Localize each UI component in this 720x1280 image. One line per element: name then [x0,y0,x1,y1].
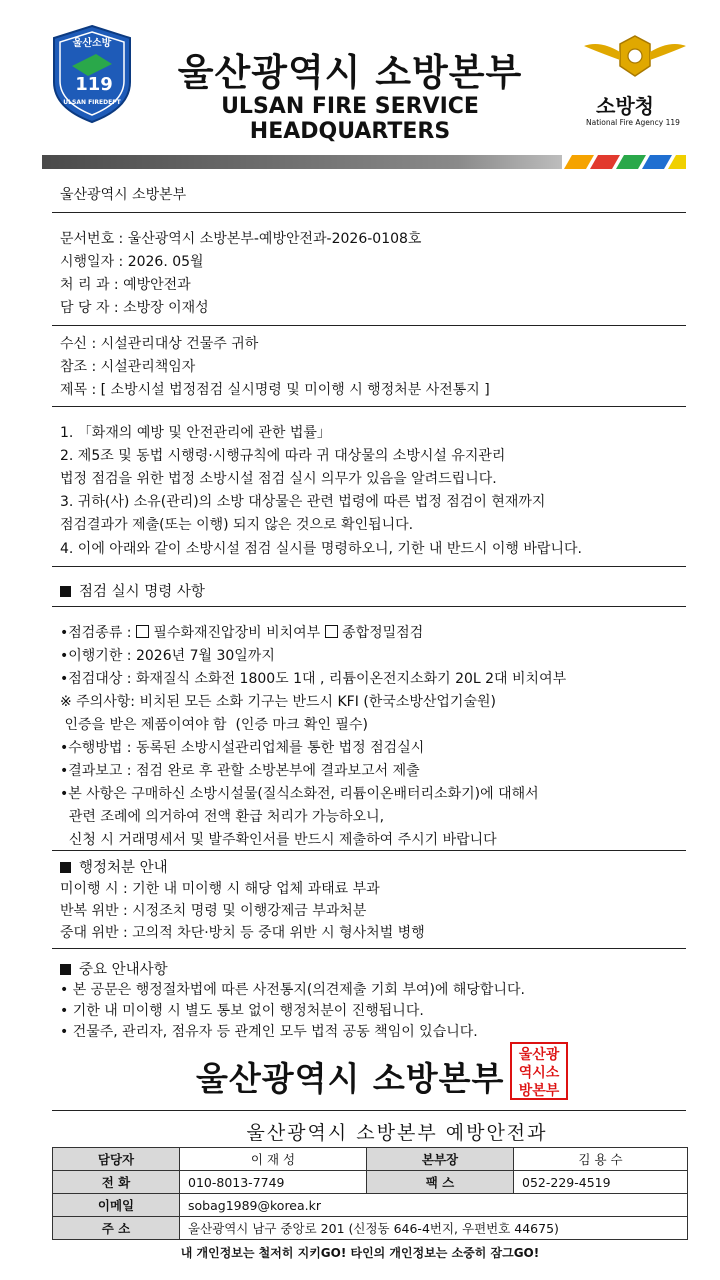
order-line: •이행기한 : 2026년 7월 30일까지 [60,648,275,664]
body-line: 점검결과가 제출(또는 이행) 되지 않은 것으로 확인됩니다. [60,517,414,533]
order-section-title: 점검 실시 명령 사항 [60,580,205,601]
body-line: 3. 귀하(사) 소유(관리)의 소방 대상물은 관련 법령에 따른 법정 점검이 현재까지 [60,494,546,510]
notice-line: • 기한 내 미이행 시 별도 통보 없이 행정처분이 진행됩니다. [60,1003,424,1019]
admin-line: 반복 위반 : 시정조치 명령 및 이행강제금 부과처분 [60,903,367,919]
divider [52,606,686,607]
notice-line: • 건물주, 관리자, 점유자 등 관계인 모두 법적 공동 책임이 있습니다. [60,1024,478,1040]
privacy-footer: 내 개인정보는 철저히 지키GO! 타인의 개인정보는 소중히 잠그GO! [180,1246,540,1260]
checkbox-icon [136,625,149,638]
table-cell: 이메일 [53,1194,180,1217]
square-bullet-icon [60,586,71,597]
doc-number: 문서번호 : 울산광역시 소방본부-예방안전과-2026-0108호 [60,231,422,247]
table-cell: 주 소 [53,1217,180,1240]
notice-line: • 본 공문은 행정절차법에 따른 사전통지(의견제출 기회 부여)에 해당합니다. [60,982,525,998]
svg-text:울산소방: 울산소방 [72,38,112,49]
table-cell: 052-229-4519 [514,1171,688,1194]
admin-section-title: 행정처분 안내 [60,856,168,877]
body-line: 법정 점검을 위한 법정 소방시설 점검 실시 의무가 있음을 알려드립니다. [60,471,497,487]
body-line: 4. 이에 아래와 같이 소방시설 점검 실시를 명령하오니, 기한 내 반드시 이행 바랍니다. [60,541,582,557]
recipient: 수신 : 시설관리대상 건물주 귀하 [60,336,259,352]
square-bullet-icon [60,862,71,873]
table-cell: 본부장 [367,1148,514,1171]
inspection-type: •점검종류 : 필수화재진압장비 비치여부 종합정밀점검 [60,625,424,641]
issuer-signature: 울산광역시 소방본부 [196,1059,505,1098]
person-in-charge: 담 당 자 : 소방장 이재성 [60,300,209,316]
order-line: •결과보고 : 점검 완로 후 관할 소방본부에 결과보고서 제출 [60,763,420,779]
sender: 울산광역시 소방본부 [60,187,187,203]
agency-name: 소방청 [596,94,654,118]
order-line: 관련 조례에 의거하여 전액 환급 처리가 가능하오니, [60,809,385,825]
table-row [53,1217,688,1240]
divider [52,566,686,567]
table-cell: 울산광역시 남구 중앙로 201 (신정동 646-4번지, 우편번호 44675) [180,1217,688,1240]
admin-line: 중대 위반 : 고의적 차단·방치 등 중대 위반 시 형사처벌 병행 [60,925,425,941]
order-line: •본 사항은 구매하신 소방시설물(질식소화전, 리튬이온배터리소화기)에 대해서 [60,786,539,802]
divider [52,406,686,407]
table-cell: 전 화 [53,1171,180,1194]
admin-line: 미이행 시 : 기한 내 미이행 시 해당 업체 과태료 부과 [60,881,380,897]
header-stripe [42,155,686,169]
checkbox-icon [325,625,338,638]
table-cell: 010-8013-7749 [180,1171,367,1194]
order-line: •점검대상 : 화재질식 소화전 1800도 1대 , 리튬이온전지소화기 20L 2대 비치여부 [60,671,567,687]
ulsan-fire-emblem [50,24,134,124]
divider [52,850,686,851]
table-row [53,1171,688,1194]
table-row [53,1148,688,1171]
divider [52,325,686,326]
body-line: 1. 「화재의 예방 및 안전관리에 관한 법률」 [60,425,331,441]
cc: 참조 : 시설관리책임자 [60,359,196,375]
subject: 제목 : [ 소방시설 법정점검 실시명령 및 미이행 시 행정처분 사전통지 ] [60,382,490,398]
letterhead-title-ko: 울산광역시 소방본부 [177,51,523,94]
table-row [53,1194,688,1217]
order-line: 신청 시 거래명세서 및 발주확인서를 반드시 제출하여 주시기 바랍니다 [60,832,497,848]
letterhead [0,0,720,150]
order-line: ※ 주의사항: 비치된 모든 소화 기구는 반드시 KFI (한국소방산업기술원) [60,694,496,710]
table-cell: 팩 스 [367,1171,514,1194]
contact-table [52,1147,688,1240]
email-link[interactable]: sobag1989@korea.kr [180,1194,688,1217]
table-cell: 김 용 수 [514,1148,688,1171]
svg-text:119: 119 [75,74,113,95]
letterhead-title-en: ULSAN FIRE SERVICE HEADQUARTERS [221,94,479,144]
issue-date: 시행일자 : 2026. 05월 [60,254,204,270]
divider [52,948,686,949]
order-line: •수행방법 : 동록된 소방시설관리업체를 통한 법정 점검실시 [60,740,425,756]
order-line: 인증을 받은 제품이여야 함 (인증 마크 확인 필수) [60,717,368,733]
table-cell: 이 재 성 [180,1148,367,1171]
national-fire-agency-emblem [580,30,690,90]
handling-dept: 처 리 과 : 예방안전과 [60,277,191,293]
square-bullet-icon [60,964,71,975]
svg-text:ULSAN FIREDEPT: ULSAN FIREDEPT [63,99,121,106]
notice-section-title: 중요 안내사항 [60,958,168,979]
divider [52,212,686,213]
department-title: 울산광역시 소방본부 예방안전과 [246,1122,548,1144]
body-line: 2. 제5조 및 동법 시행령·시행규칙에 따라 귀 대상물의 소방시설 유지관리 [60,448,506,464]
official-seal: 울산광 역시소 방본부 [510,1042,568,1100]
agency-name-en: National Fire Agency 119 [586,118,680,127]
divider [52,1110,686,1111]
table-cell: 담당자 [53,1148,180,1171]
